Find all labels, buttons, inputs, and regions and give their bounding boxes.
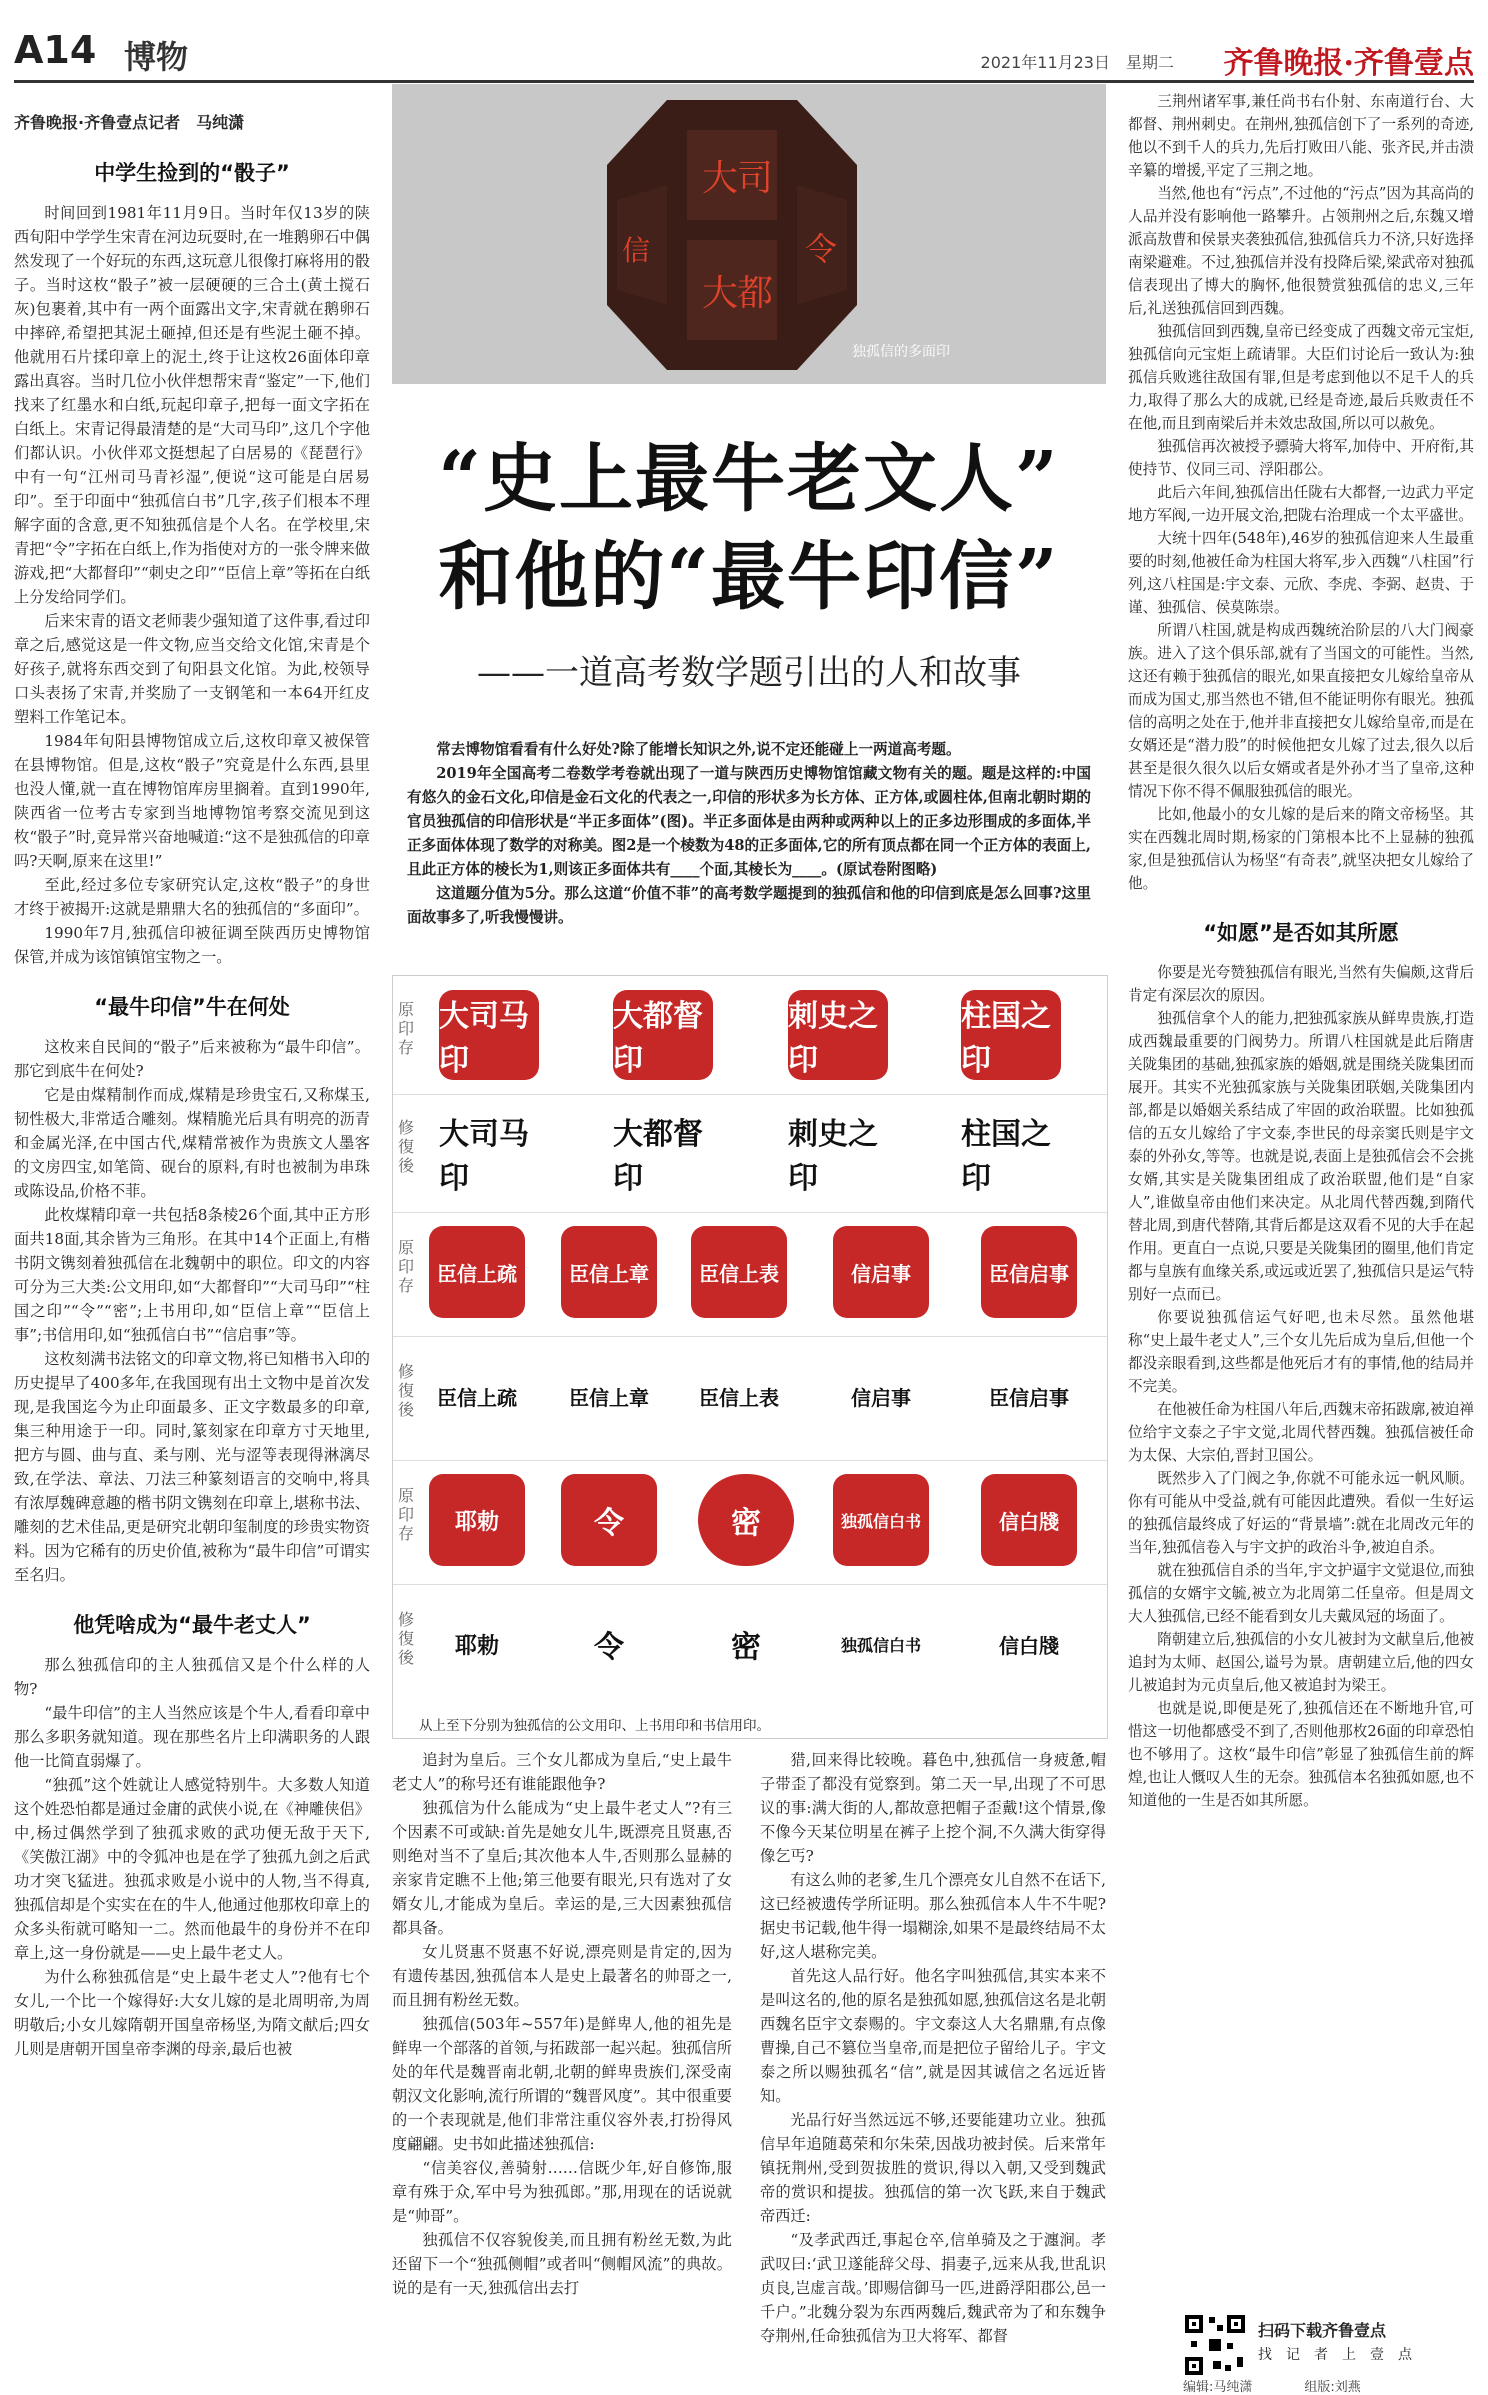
- stamp-caption: 从上至下分别为独孤信的公文用印、上书用印和书信用印。: [419, 1718, 770, 1734]
- article-column-4: [1128, 90, 1474, 1812]
- paragraph: 1990年7月,独孤信印被征调至陕西历史博物馆保管,并成为该馆镇馆宝物之一。: [14, 924, 370, 966]
- stamp-restored: 信白牋: [999, 1633, 1059, 1658]
- stamp-row-1-original: [393, 976, 1107, 1095]
- subheading-father-in-law: 他凭啥成为“最牛老丈人”: [73, 1613, 311, 1637]
- paragraph: 就在独孤信自杀的当年,宇文护逼宇文觉退位,而独孤信的女婿宇文毓,被立为北周第二任皇帝。但是周文大人独孤信,已经不能看到女儿夫戴凤冠的场面了。: [1128, 1562, 1474, 1625]
- stamp-row-2-original: [393, 1212, 1107, 1337]
- svg-text:大: 大: [702, 158, 739, 199]
- paragraph: 独孤信为什么能成为“史上最牛老丈人”?有三个因素不可或缺:首先是她女儿牛,既漂亮且贤惠,否则绝对当不了皇后;其次他本人牛,否则那么显赫的亲家肯定瞧不上他;第三他要有眼光,只有选对了女婿女儿,才能成为皇后。幸运的是,三大因素独孤信都具备。: [392, 1799, 732, 1937]
- paragraph: “及孝武西迁,事起仓卒,信单骑及之于瀍涧。孝武叹曰:‘武卫遂能辞父母、捐妻子,远来从我,世乱识贞良,岂虚言哉。’即赐信御马一匹,进爵浮阳郡公,邑一千户。”北魏分裂为东西两魏后,魏武帝为了和东魏争夺荆州,任命独孤信为卫大将军、都督: [760, 2231, 1106, 2345]
- stamp-original: 耶勅: [429, 1474, 525, 1566]
- stamp-restored: 令: [594, 1630, 624, 1665]
- paragraph: 大统十四年(548年),46岁的独孤信迎来人生最重要的时刻,他被任命为柱国大将军,步入西魏“八柱国”行列,这八柱国是:宇文泰、元欣、李虎、李弼、赵贵、于谨、独孤信、侯莫陈崇。: [1128, 530, 1474, 616]
- paragraph: 猎,回来得比较晚。暮色中,独孤信一身疲惫,帽子带歪了都没有觉察到。第二天一早,出现了不可思议的事:满大街的人,都故意把帽子歪戴!这个情景,像不像今天某位明星在裤子上挖个洞,不久满大街穿得像乞丐?: [760, 1751, 1106, 1865]
- subheading-dice: 中学生捡到的“骰子”: [94, 161, 290, 185]
- subheadline: ——一道高考数学题引出的人和故事: [477, 653, 1021, 693]
- svg-text:信: 信: [622, 234, 651, 267]
- intro-paragraph: 常去博物馆看看有什么好处?除了能增长知识之外,说不定还能碰上一两道高考题。: [436, 741, 961, 758]
- stamp-restored: 信启事: [851, 1385, 911, 1410]
- paragraph: 既然步入了门阀之争,你就不可能永远一帆风顺。你有可能从中受益,就有可能因此遭殃。看似一生好运的独孤信最终成了好运的“背景墙”:就在北周改元年的当年,独孤信卷入与宇文护的政治斗争,被迫自杀。: [1128, 1470, 1474, 1556]
- stamp-restored: 独孤信白书: [840, 1635, 921, 1655]
- paragraph: 那么独孤信印的主人独孤信又是个什么样的人物?: [14, 1656, 370, 1698]
- paragraph: 独孤信(503年~557年)是鲜卑人,他的祖先是鲜卑一个部落的首领,与拓跋部一起兴起。独孤信所处的年代是魏晋南北朝,北朝的鲜卑贵族们,深受南朝汉文化影响,流行所谓的“魏晋风度”。其中很重要的一个表现就是,他们非常注重仪容外表,打扮得风度翩翩。史书如此描述独孤信:: [392, 2015, 732, 2153]
- paragraph: 也就是说,即便是死了,独孤信还在不断地升官,可惜这一切他都感受不到了,否则他那枚26面的印章恐怕也不够用了。这枚“最牛印信”彰显了独孤信生前的辉煌,也让人慨叹人生的无奈。独孤信本名独孤如愿,也不知道他的一生是否如其所愿。: [1128, 1700, 1474, 1809]
- label-restored: 修復後: [397, 1362, 414, 1419]
- paragraph: 为什么称独孤信是“史上最牛老丈人”?他有七个女儿,一个比一个嫁得好:大女儿嫁的是北周明帝,为周明敬后;小女儿嫁隋朝开国皇帝杨坚,为隋文献后;四女儿则是唐朝开国皇帝李渊的母亲,最后也被: [14, 1968, 370, 2058]
- label-original: 原印存: [397, 1238, 414, 1295]
- paragraph: “独孤”这个姓就让人感觉特别牛。大多数人知道这个姓恐怕都是通过金庸的武侠小说,在《神雕侠侣》中,杨过偶然学到了独孤求败的武功便无敌于天下,《笑傲江湖》中的令狐冲也是在学了独孤九剑之后武功才突飞猛进。独孤求败是小说中的人物,当不得真,独孤信却是个实实在在的牛人,他通过他那枚印章上的众多头衔就可略知一二。然而他最牛的身份并不在印章上,这一身份就是——史上最牛老丈人。: [14, 1776, 370, 1962]
- article-column-1: [14, 110, 370, 2061]
- svg-text:令: 令: [805, 230, 838, 268]
- stamp-restored: 柱国之印: [961, 1117, 1051, 1196]
- paragraph: 后来宋青的语文老师裴少强知道了这件事,看过印章之后,感觉这是一件文物,应当交给文化馆,宋青是个好孩子,就将东西交到了旬阳县文化馆。为此,校领导口头表扬了宋青,并奖励了一支钢笔和一本64开红皮塑料工作笔记本。: [14, 612, 370, 726]
- stamp-restored: 耶勅: [454, 1632, 499, 1659]
- svg-text:都: 都: [737, 273, 774, 314]
- headline: [392, 430, 1106, 626]
- stamp-row-2-restored: [393, 1336, 1107, 1461]
- stamp-original: 信启事: [833, 1226, 929, 1318]
- paragraph: 独孤信再次被授予骠骑大将军,加侍中、开府衔,其使持节、仪同三司、浮阳郡公。: [1128, 438, 1474, 478]
- stamp-restored: 臣信启事: [989, 1385, 1069, 1410]
- stamp-restored: 臣信上表: [699, 1385, 779, 1410]
- stamp-original: 刺史之印: [788, 990, 888, 1080]
- stamp-impressions-panel: [392, 975, 1108, 1739]
- paragraph: 所谓八柱国,就是构成西魏统治阶层的八大门阀豪族。进入了这个俱乐部,就有了当国文的可能性。当然,这还有赖于独孤信的眼光,如果直接把女儿嫁给皇帝从而成为国丈,那当然也不错,但不能证明你有眼光。独孤信的高明之处在于,他并非直接把女儿嫁给皇帝,而是在女婿还是“潜力股”的时候他把女儿嫁了过去,很久以后甚至是很久很久以后女婿或者是外孙才当了皇帝,这种情况下你不得不佩服独孤信的眼光。: [1128, 622, 1474, 800]
- paragraph: 独孤信拿个人的能力,把独孤家族从鲜卑贵族,打造成西魏最重要的门阀势力。所谓八柱国就是此后隋唐关陇集团的基础,独孤家族的婚姻,就是围绕关陇集团而展开。其实不光独孤家族与关陇集团联姻,关陇集团内部,都是以婚姻关系结成了牢固的政治联盟。比如独孤信的五女儿嫁给了宇文泰,李世民的母亲窦氏则是宇文泰的外孙女,等等。也就是说,表面上是独孤信会不会挑女婿,其实是关陇集团组成了政治联盟,他们是“自家人”,谁做皇帝由他们来决定。从北周代替西魏,到隋代替北周,到唐代替隋,其背后都是这双看不见的大手在起作用。更直白一点说,只要是关陇集团的圈里,他们肯定都与皇族有血缘关系,或远或近罢了,独孤信只是运气特别好一点而已。: [1128, 1010, 1474, 1303]
- stamp-row-3-original: [393, 1460, 1107, 1585]
- stamp-row-1-restored: [393, 1094, 1107, 1213]
- paragraph: 隋朝建立后,独孤信的小女儿被封为文献皇后,他被追封为太师、赵国公,谥号为景。唐朝建立后,他的四女儿被追封为元贞皇后,他又被追封为梁王。: [1128, 1631, 1474, 1694]
- stamp-original: 臣信上表: [691, 1226, 787, 1318]
- qr-sublabel: 找 记 者 上 壹 点: [1258, 2347, 1412, 2363]
- stamp-restored: 大都督印: [613, 1117, 703, 1196]
- paragraph: 独孤信回到西魏,皇帝已经变成了西魏文帝元宝炬,独孤信向元宝炬上疏请罪。大臣们讨论后一致认为:独孤信兵败逃往敌国有罪,但是考虑到他以不足千人的兵力,取得了那么大的成就,已经是奇迹,最后兵败责任不在他,而且到南梁后并未效忠敌国,所以可以赦免。: [1128, 323, 1474, 432]
- stamp-original: 信白牋: [981, 1474, 1077, 1566]
- paragraph: 1984年旬阳县博物馆成立后,这枚印章又被保管在县博物馆。但是,这枚“骰子”究竟是什么东西,县里也没人懂,就一直在博物馆库房里搁着。直到1990年,陕西省一位考古专家到当地博物馆考察交流见到这枚“骰子”时,竟异常兴奋地喊道:“这不是独孤信的印章吗?天啊,原来在这里!”: [14, 732, 370, 870]
- stamp-original: 大司马印: [439, 990, 539, 1080]
- stamp-restored: 臣信上章: [569, 1385, 649, 1410]
- paragraph: 至此,经过多位专家研究认定,这枚“骰子”的身世才终于被揭开:这就是鼎鼎大名的独孤信的“多面印”。: [14, 876, 370, 918]
- stamp-original: 臣信上章: [561, 1226, 657, 1318]
- stamp-original: 柱国之印: [961, 990, 1061, 1080]
- headline-line-1: “史上最牛老文人”: [438, 436, 1060, 522]
- label-original: 原印存: [397, 1486, 414, 1543]
- subheading-seal: “最牛印信”牛在何处: [94, 995, 290, 1019]
- seal-illustration: [597, 90, 867, 380]
- svg-text:司: 司: [737, 158, 774, 199]
- stamp-restored: 臣信上疏: [437, 1385, 517, 1410]
- issue-date: 2021年11月23日 星期二: [980, 53, 1174, 72]
- stamp-original: 独孤信白书: [833, 1474, 929, 1566]
- page-number: A14: [14, 28, 97, 72]
- paragraph: “信美容仪,善骑射……信既少年,好自修饰,服章有殊于众,军中号为独孤郎。”那,用现在的话说就是“帅哥”。: [392, 2159, 732, 2225]
- paragraph: 这枚刻满书法铭文的印章文物,将已知楷书入印的历史提早了400多年,在我国现有出土文物中是首次发现,是我国迄今为止印面最多、正文字数最多的印章,集三种用途于一印。同时,篆刻家在印章方寸天地里,把方与圆、曲与直、柔与刚、光与涩等表现得淋漓尽致,在学法、章法、刀法三种篆刻语言的交响中,将具有浓厚魏碑意趣的楷书阴文镌刻在印章上,堪称书法、雕刻的艺术佳品,更是研究北朝印玺制度的珍贵实物资料。因为它稀有的历史价值,被称为“最牛印信”可谓实至名归。: [14, 1350, 370, 1584]
- paragraph: 有这么帅的老爹,生几个漂亮女儿自然不在话下,这已经被遗传学所证明。那么独孤信本人牛不牛呢?据史书记载,他牛得一塌糊涂,如果不是最终结局不太好,这人堪称完美。: [760, 1871, 1106, 1961]
- paragraph: 当然,他也有“污点”,不过他的“污点”因为其高尚的人品并没有影响他一路攀升。占领荆州之后,东魏又增派高敖曹和侯景夹袭独孤信,独孤信兵力不济,只好选择南梁避难。不过,独孤信并没有投降后梁,梁武帝对独孤信表现出了博大的胸怀,他很赞赏独孤信的忠义,三年后,礼送独孤信回到西魏。: [1128, 185, 1474, 317]
- paragraph: 首先这人品行好。他名字叫独孤信,其实本来不是叫这名的,他的原名是独孤如愿,独孤信这名是北朝西魏名臣宇文泰赐的。宇文泰这人大名鼎鼎,有点像曹操,自己不篡位当皇帝,而是把位子留给儿子。宇文泰之所以赐独孤名“信”,就是因其诚信之名远近皆知。: [760, 1967, 1106, 2105]
- intro-paragraph: 这道题分值为5分。那么这道“价值不菲”的高考数学题提到的独孤信和他的印信到底是怎么回事?这里面故事多了,听我慢慢讲。: [407, 885, 1091, 926]
- paragraph: “最牛印信”的主人当然应该是个牛人,看看印章中那么多职务就知道。现在那些名片上印满职务的人跟他一比简直弱爆了。: [14, 1704, 370, 1770]
- paragraph: 此枚煤精印章一共包括8条棱26个面,其中正方形面共18面,其余皆为三角形。在其中14个正面上,有楷书阴文镌刻着独孤信在北魏朝中的职位。印文的内容可分为三大类:公文用印,如“大都督印”“大司马印”“柱国之印”“令”“密”;上书用印,如“臣信上章”“臣信上事”;书信用印,如“独孤信白书”“信启事”等。: [14, 1206, 370, 1344]
- qr-code-icon[interactable]: [1183, 2313, 1247, 2377]
- label-restored: 修復後: [397, 1118, 414, 1175]
- photo-caption: 独孤信的多面印: [852, 344, 950, 360]
- article-column-2: [392, 1748, 732, 2300]
- brand-logo: 齐鲁晚报·齐鲁壹点: [1223, 46, 1474, 81]
- stamp-original: 密: [698, 1474, 794, 1566]
- byline: 齐鲁晚报·齐鲁壹点记者 马纯潇: [14, 113, 245, 132]
- headline-line-2: 和他的“最牛印信”: [438, 534, 1060, 620]
- stamp-restored: 密: [731, 1630, 761, 1665]
- paragraph: 比如,他最小的女儿嫁的是后来的隋文帝杨坚。其实在西魏北周时期,杨家的门第根本比不上显赫的独孤家,但是独孤信认为杨坚“有奇表”,就坚决把女儿嫁给了他。: [1128, 806, 1474, 892]
- page-header: [14, 20, 1474, 83]
- stamp-restored: 大司马印: [439, 1117, 529, 1196]
- stamp-restored: 刺史之印: [788, 1117, 878, 1196]
- paragraph: 你要是光夸赞独孤信有眼光,当然有失偏颇,这背后肯定有深层次的原因。: [1128, 964, 1474, 1004]
- qr-label: 扫码下载齐鲁壹点: [1258, 2321, 1387, 2340]
- stamp-row-3-restored: [393, 1584, 1107, 1708]
- stamp-original: 大都督印: [613, 990, 713, 1080]
- paragraph: 女儿贤惠不贤惠不好说,漂亮则是肯定的,因为有遗传基因,独孤信本人是史上最著名的帅哥之一,而且拥有粉丝无数。: [392, 1943, 732, 2009]
- intro-block: [407, 738, 1091, 930]
- intro-paragraph: 2019年全国高考二卷数学考卷就出现了一道与陕西历史博物馆馆藏文物有关的题。题是这样的:中国有悠久的金石文化,印信是金石文化的代表之一,印信的形状多为长方体、正方体,或圆柱体,但南北朝时期的官员独孤信的印信形状是“半正多面体”(图)。半正多面体是由两种或两种以上的正多边形围成的多面体,半正多面体体现了数学的对称美。图2是一个棱数为48的正多面体,它的所有顶点都在同一个正方体的表面上,且此正方体的棱长为1,则该正多面体共有____个面,其棱长为____。(原试卷附图略): [407, 765, 1091, 878]
- paragraph: 时间回到1981年11月9日。当时年仅13岁的陕西旬阳中学学生宋青在河边玩耍时,在一堆鹅卵石中偶然发现了一个好玩的东西,这玩意儿很像打麻将用的骰子。当时这枚“骰子”被一层硬硬的三合土(黄土搅石灰)包裹着,其中有一两个面露出文字,宋青就在鹅卵石中摔碎,希望把其泥土砸掉,但还是有些泥土砸不掉。他就用石片揉印章上的泥土,终于让这枚26面体印章露出真容。当时几位小伙伴想帮宋青“鉴定”一下,他们找来了红墨水和白纸,玩起印章子,把每一面文字拓在白纸上。宋青记得最清楚的是“大司马印”,这几个字他们都认识。小伙伴邓文挺想起了白居易的《琵琶行》中有一句“江州司马青衫湿”,便说“这可能是白居易印”。至于印面中“独孤信白书”几字,孩子们根本不理解字面的含意,更不知独孤信是个人名。在学校里,宋青把“令”字拓在白纸上,作为指使对方的一张令牌来做游戏,把“大都督印”“刺史之印”“臣信上章”等拓在白纸上分发给同学们。: [14, 204, 370, 606]
- svg-text:大: 大: [702, 273, 739, 314]
- paragraph: 独孤信不仅容貌俊美,而且拥有粉丝无数,为此还留下一个“独孤侧帽”或者叫“侧帽风流”的典故。说的是有一天,独孤信出去打: [392, 2231, 732, 2297]
- label-restored: 修復後: [397, 1610, 414, 1667]
- subheading-wish: “如愿”是否如其所愿: [1203, 921, 1399, 945]
- paragraph: 追封为皇后。三个女儿都成为皇后,“史上最牛老丈人”的称号还有谁能跟他争?: [392, 1751, 732, 1793]
- paragraph: 光品行好当然远远不够,还要能建功立业。独孤信早年追随葛荣和尔朱荣,因战功被封侯。后来常年镇抚荆州,受到贺拔胜的赏识,得以入朝,又受到魏武帝的赏识和提拔。独孤信的第一次飞跃,来自于魏武帝西迁:: [760, 2111, 1106, 2225]
- paragraph: 此后六年间,独孤信出任陇右大都督,一边武力平定地方军阀,一边开展文治,把陇右治理成一个太平盛世。: [1128, 484, 1474, 524]
- stamp-original: 令: [561, 1474, 657, 1566]
- stamp-original: 臣信启事: [981, 1226, 1077, 1318]
- paragraph: 这枚来自民间的“骰子”后来被称为“最牛印信”。那它到底牛在何处?: [14, 1038, 370, 1080]
- label-original: 原印存: [397, 1000, 414, 1057]
- article-column-3: [760, 1748, 1106, 2348]
- paragraph: 你要说独孤信运气好吧,也未尽然。虽然他堪称“史上最牛老丈人”,三个女儿先后成为皇后,但他一个都没亲眼看到,这些都是他死后才有的事情,他的结局并不完美。: [1128, 1309, 1474, 1395]
- editor-credit: 编辑:马纯潇 组版:刘燕: [1183, 2380, 1361, 2395]
- stamp-original: 臣信上疏: [429, 1226, 525, 1318]
- seal-photo: [392, 84, 1106, 384]
- paragraph: 它是由煤精制作而成,煤精是珍贵宝石,又称煤玉,韧性极大,非常适合雕刻。煤精脆光后具有明亮的沥青和金属光泽,在中国古代,煤精常被作为贵族文人墨客的文房四宝,如笔筒、砚台的原料,有时也被制为串珠或陈设品,价格不菲。: [14, 1086, 370, 1200]
- paragraph: 在他被任命为柱国八年后,西魏末帝拓跋廓,被迫禅位给宇文泰之子宇文觉,北周代替西魏。独孤信被任命为太保、大宗伯,晋封卫国公。: [1128, 1401, 1474, 1464]
- paragraph: 三荆州诸军事,兼任尚书右仆射、东南道行台、大都督、荆州刺史。在荆州,独孤信创下了一系列的奇迹,他以不到千人的兵力,先后打败田八能、张齐民,并击溃辛纂的增援,平定了三荆之地。: [1128, 93, 1474, 179]
- section-name: 博物: [124, 38, 189, 76]
